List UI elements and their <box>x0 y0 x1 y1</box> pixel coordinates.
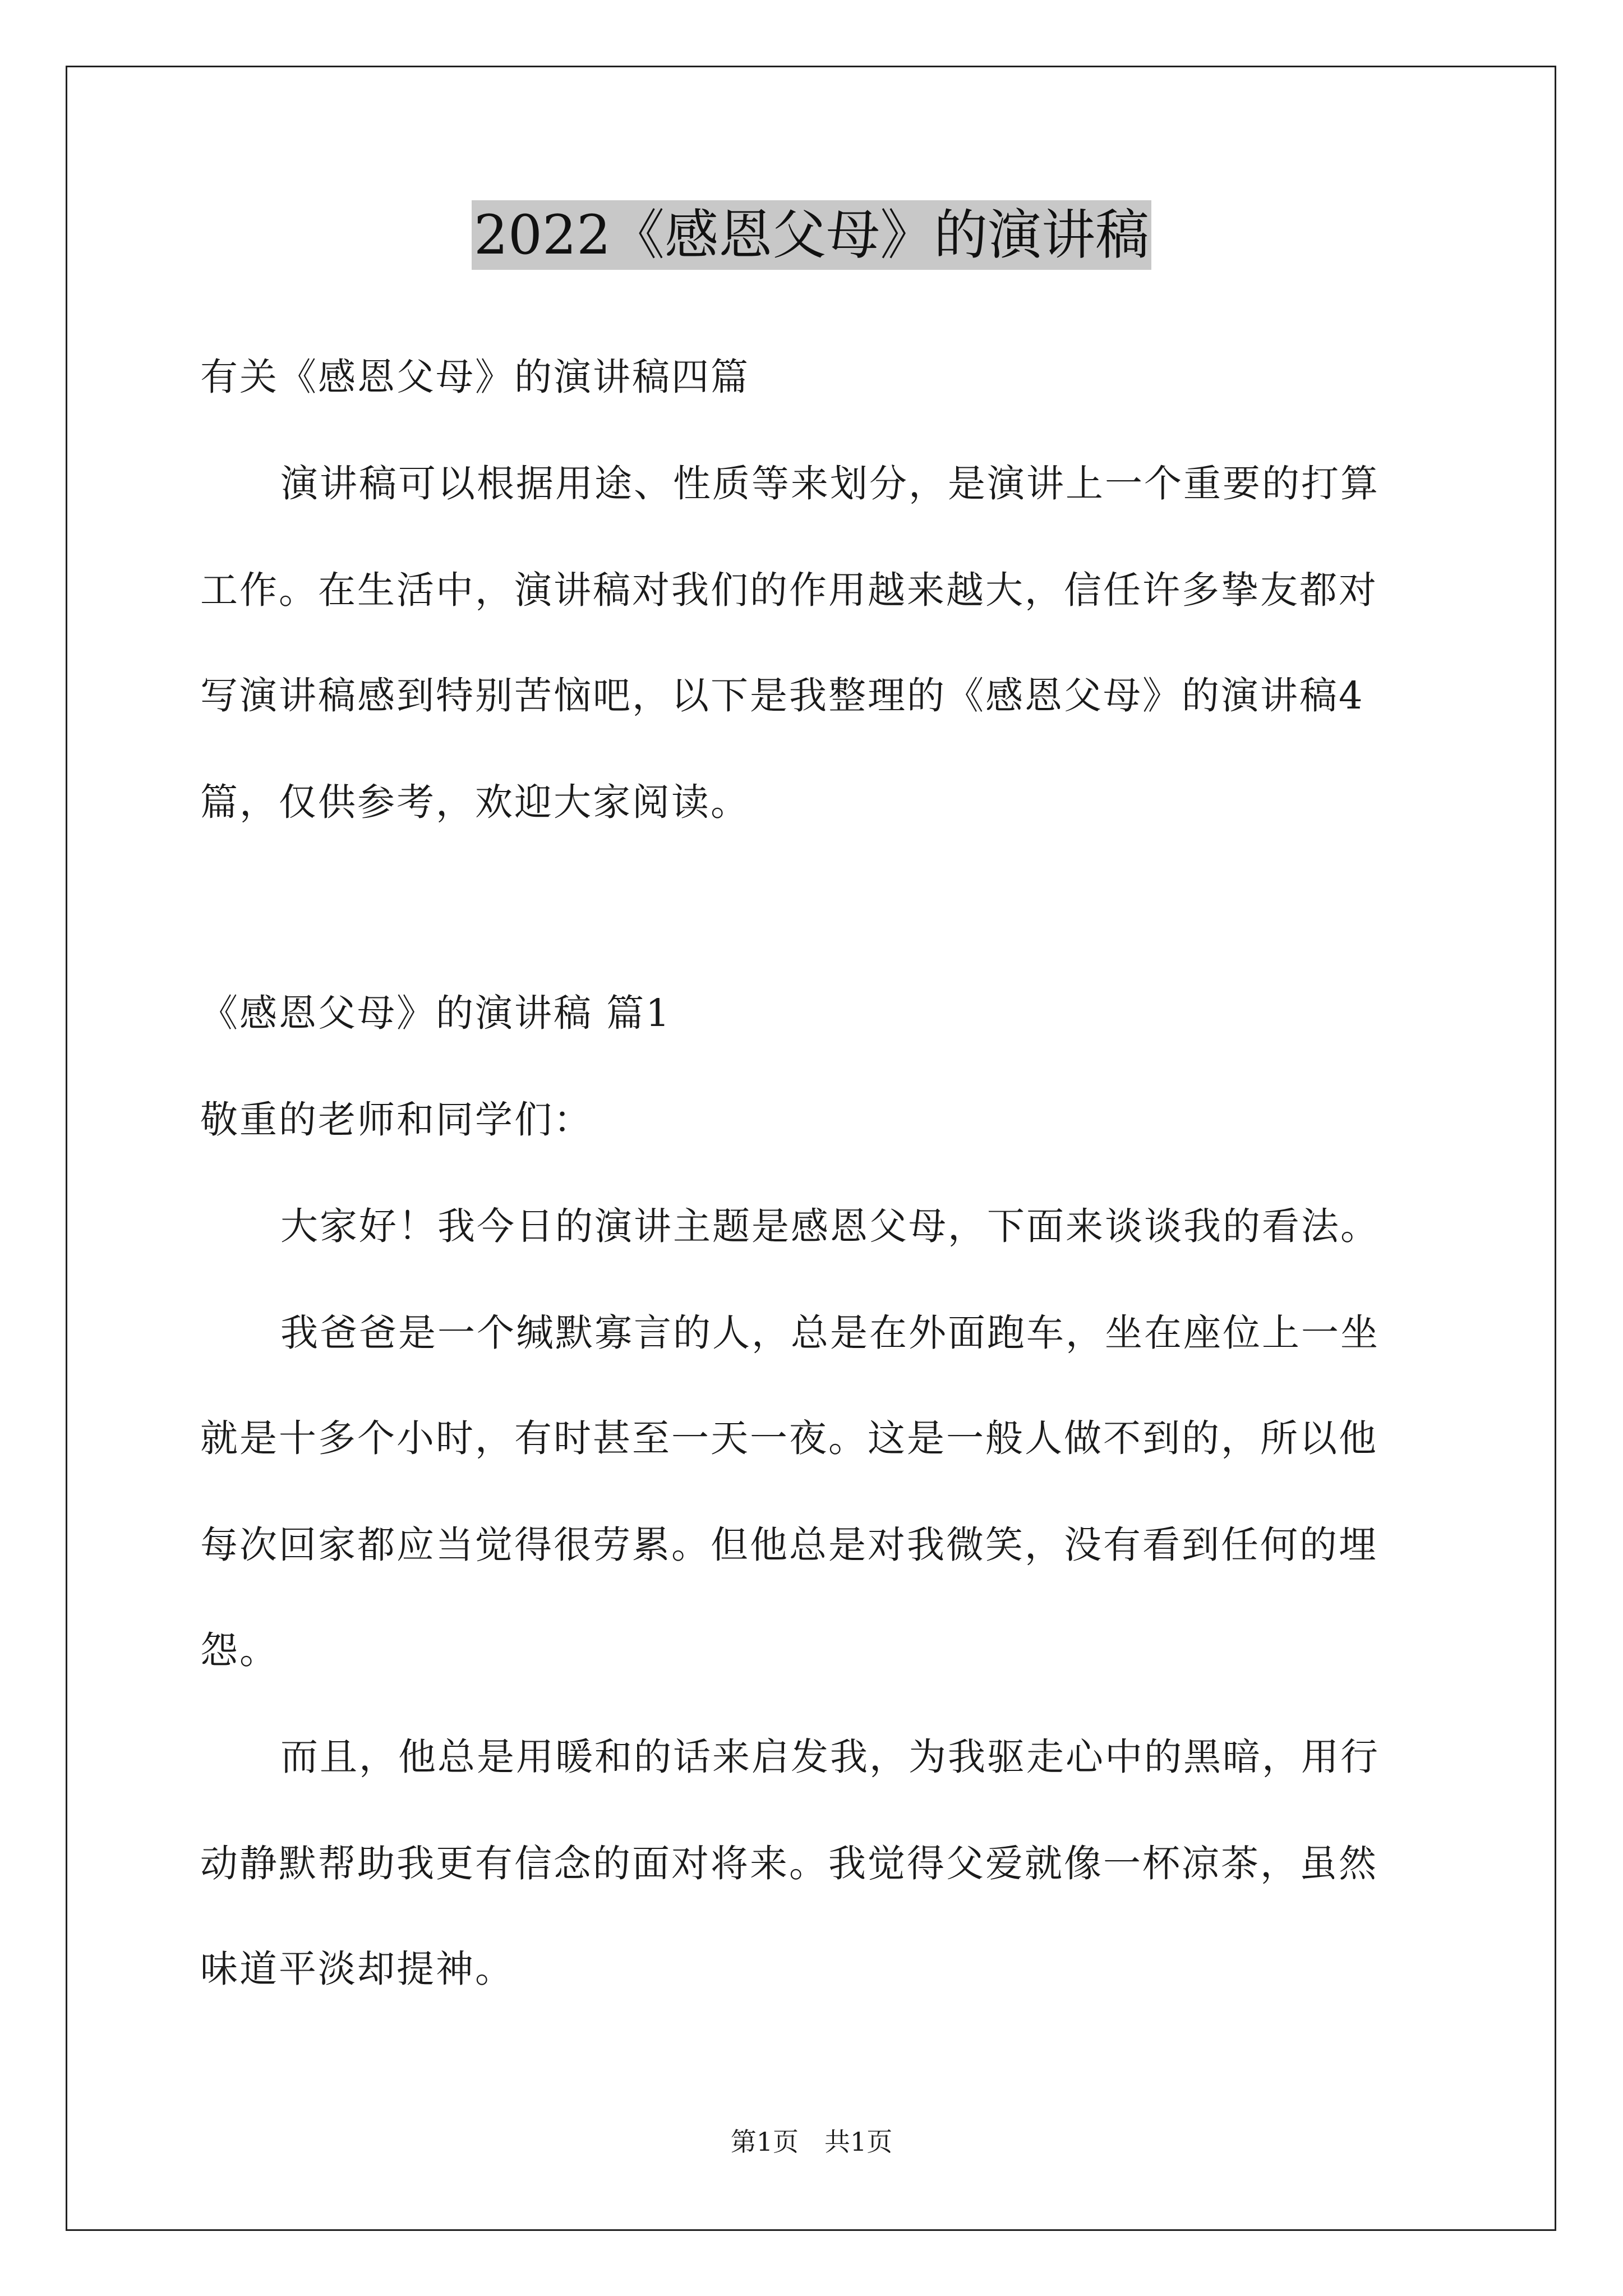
body-line-1: 大家好！我今日的演讲主题是感恩父母，下面来谈谈我的看法。 <box>280 1204 1380 1248</box>
body-line-5: 怨。 <box>200 1628 279 1672</box>
page-footer: 第1页 共1页 <box>730 2127 893 2157</box>
intro-line-2: 工作。在生活中，演讲稿对我们的作用越来越大，信任许多挚友都对 <box>200 568 1378 612</box>
body-line-3: 就是十多个小时，有时甚至一天一夜。这是一般人做不到的，所以他 <box>200 1416 1378 1460</box>
salutation: 敬重的老师和同学们： <box>200 1098 593 1142</box>
body-line-8: 味道平淡却提神。 <box>200 1947 514 1991</box>
section-heading: 《感恩父母》的演讲稿 篇1 <box>200 991 671 1035</box>
document-title: 2022《感恩父母》的演讲稿 <box>472 200 1151 270</box>
body-line-4: 每次回家都应当觉得很劳累。但他总是对我微笑，没有看到任何的埋 <box>200 1523 1378 1567</box>
body-line-7: 动静默帮助我更有信念的面对将来。我觉得父爱就像一杯凉茶，虽然 <box>200 1842 1378 1885</box>
body-line-6: 而且，他总是用暖和的话来启发我，为我驱走心中的黑暗，用行 <box>280 1735 1380 1779</box>
body-line-2: 我爸爸是一个缄默寡言的人，总是在外面跑车，坐在座位上一坐 <box>280 1311 1380 1355</box>
subtitle: 有关《感恩父母》的演讲稿四篇 <box>200 355 750 399</box>
intro-line-1: 演讲稿可以根据用途、性质等来划分，是演讲上一个重要的打算 <box>280 462 1380 505</box>
intro-line-4: 篇，仅供参考，欢迎大家阅读。 <box>200 780 750 824</box>
title-container <box>0 200 1623 270</box>
intro-line-3: 写演讲稿感到特别苦恼吧，以下是我整理的《感恩父母》的演讲稿4 <box>200 674 1364 717</box>
